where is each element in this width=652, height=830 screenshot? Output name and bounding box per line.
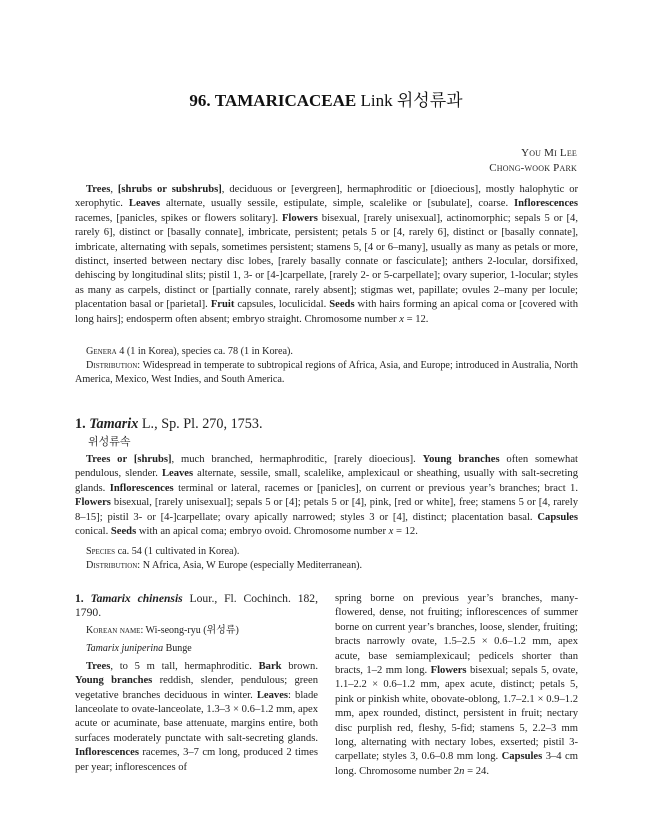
family-name: TAMARICACEAE	[214, 91, 357, 110]
species-heading	[75, 592, 318, 621]
genus-heading	[75, 415, 263, 433]
term-leaves: Leaves	[161, 468, 194, 480]
author-name: You Mi Lee	[521, 147, 577, 159]
term-flowers: Flowers	[75, 497, 111, 509]
genus-citation: L., Sp. Pl. 270, 1753.	[141, 416, 263, 432]
author-list	[489, 146, 577, 176]
genus-distribution	[75, 559, 578, 573]
species-citation: Lour., Fl. Cochinch. 182, 1790.	[75, 592, 318, 620]
term-trees: Trees	[86, 660, 111, 672]
species-description	[75, 660, 318, 775]
species-number: 1.	[75, 592, 84, 605]
text: capsules, loculicidal.	[234, 299, 330, 311]
text: spring borne on previous year’s branches, many-flowered, dense, not fruiting; inflorescences of summer borne on current year’s branches, loose, slender, fruiting; bracts narrowly ovate, 1.5–2.5 × 0.6–1.2 mm, apex acute, base semiamplexicaul; pedicels shorter than bracts, 1–2 mm long.	[335, 593, 578, 677]
text: Wi-seong-ryu (위성류)	[143, 624, 239, 636]
text: Bunge	[163, 642, 192, 654]
label: Species	[86, 546, 116, 557]
term-leaves: Leaves	[128, 198, 161, 210]
term-seeds: Seeds	[110, 526, 137, 538]
text: = 24.	[464, 765, 489, 777]
text: 3–4 cm long. Chromosome number 2	[335, 751, 578, 777]
species-description-cont	[335, 592, 578, 779]
var: x	[388, 526, 394, 538]
genus-korean: 위성류속	[88, 436, 131, 448]
term-young-branches: Young branches	[422, 454, 500, 465]
genus-description	[75, 453, 578, 539]
var: n	[459, 765, 465, 777]
text: conical.	[75, 526, 111, 538]
label: Distribution:	[86, 560, 141, 571]
term-inflorescences: Inflorescences	[514, 198, 578, 210]
species-name: Tamarix chinensis	[90, 592, 183, 605]
text: N Africa, Asia, W Europe (especially Mediterranean).	[140, 560, 363, 571]
text: bisexual, [rarely unisexual], actinomorphic; sepals 5 or [4, rarely 6], distinct or [basally connate], imbricate, persistent; petals 5 or [4, rarely 6], distinct or [basally connate], imbricate, alternating with sepals, sometimes persistent; stamens 5, [4 or 6–many], usually as many as petals or more, distinct, inserted between nectary disc lobes, [rarely basally connate or fasciculate]; anthers 2-locular, dorsifixed, dehiscing by longitudinal slits; pistil 1, 3- or [4-]carpellate, [rarely 2- or 5-carpellate]; ovary superior, 1-locular; styles as many as carpels, distinct or [partially connate, rarely absent]; stigmas wet, papillate; ovules 2–many per locule; placentation basal or [parietal].	[75, 212, 578, 311]
family-korean: 위성류과	[396, 91, 463, 110]
term-shrubs: [shrubs or subshrubs]	[117, 184, 222, 195]
species-column-left	[75, 592, 318, 775]
text: alternate, usually sessile, estipulate, simple, scalelike or [subulate], coarse.	[160, 198, 515, 210]
text: brown.	[281, 660, 318, 672]
term-trees: Trees or [shrubs]	[86, 454, 172, 465]
family-number: 96.	[189, 91, 211, 110]
term-leaves: Leaves	[256, 689, 289, 701]
text: with an apical coma; embryo ovoid. Chromosome number	[136, 526, 389, 538]
genus-name: Tamarix	[89, 416, 139, 432]
species-korean-name	[75, 624, 318, 638]
species-synonym	[75, 642, 318, 656]
term-trees: Trees	[86, 184, 111, 195]
text: ca. 54 (1 cultivated in Korea).	[115, 546, 240, 557]
text: : blade lanceolate to ovate-lanceolate, 1.3–3 × 0.6–1.2 mm, apex acute or acuminate, base attenuate, margins entire, both surfaces moderately punctate with salt-secreting glands.	[75, 689, 318, 744]
family-author: Link	[360, 91, 393, 110]
text: reddish, slender, pendulous; green vegetative branches deciduous in winter.	[75, 675, 318, 701]
label: Distribution:	[86, 360, 141, 371]
text: often somewhat pendulous, slender.	[75, 454, 578, 480]
text: , much branched, hermaphroditic, [rarely dioecious].	[171, 454, 423, 465]
term-young-branches: Young branches	[75, 675, 153, 687]
family-distribution	[75, 359, 578, 387]
term-bark: Bark	[258, 660, 282, 672]
term-inflorescences: Inflorescences	[75, 747, 139, 759]
text: 4 (1 in Korea), species ca. 78 (1 in Korea).	[116, 346, 293, 357]
text: bisexual, [rarely unisexual]; sepals 5 or [4]; petals 5 or [4], pink, [red or white], free; stamens 5 or [4, rarely 8–15]; pistil 3- or [4-]carpellate; ovary apically narrowed; styles 3 or [4], distinct; placentation basal.	[75, 497, 578, 523]
text: = 12.	[403, 313, 429, 325]
family-genera	[75, 345, 578, 359]
text: , deciduous or [evergreen], hermaphroditic or [dioecious], mostly halophytic or xerophytic.	[75, 184, 579, 210]
author-name: Chong-wook Park	[489, 162, 577, 174]
term-capsules: Capsules	[537, 511, 578, 523]
species-column-right	[335, 592, 578, 779]
text: , to 5 m tall, hermaphroditic.	[110, 660, 259, 672]
synonym-name: Tamarix juniperina	[86, 642, 164, 654]
text: terminal or lateral, racemes or [panicles], on current or previous year’s branches; bract 1.	[173, 482, 578, 494]
genus-species	[75, 545, 578, 559]
genus-number: 1.	[75, 416, 86, 432]
text: bisexual; sepals 5, ovate, 1.1–2.2 × 0.6–1.2 mm, apex acute, distinct; petals 5, pink or pinkish white, obovate-oblong, 1.7–2.1 × 0.9–1.2 mm, apex rounded, distinct, persistent in fruit; nectary disc purplish red, fleshy, 5-fid; stamens 5, 2.2–3 mm long, alternating with nectary lobes, exserted; pistil 3-carpellate; styles 3, 0.6–0.8 mm long.	[335, 665, 579, 763]
term-capsules: Capsules	[501, 751, 543, 763]
family-description: Trees, [shrubs or subshrubs], deciduous or [evergreen], hermaphroditic or [dioecious], mostly halophytic or xerophytic. Leaves alternate, usually sessile, estipulate, simple, scalelike or [subulate], coarse. Inflorescences racemes, [panicles, spikes or flowers solitary]. Flowers bisexual, [rarely unisexual], actinomorphic; sepals 5 or [4, rarely 6], distinct or [basally connate], imbricate, persistent; petals 5 or [4, rarely 6], distinct or [basally connate], imbricate, alternating with sepals, sometimes persistent; stamens 5, [4 or 6–many], usually as many as petals or more, distinct, inserted between nectary disc lobes, [rarely basally connate or fasciculate]; anthers 2-locular, dorsifixed, dehiscing by longitudinal slits; pistil 1, 3- or [4-]carpellate, [rarely 2- or 5-carpellate]; ovary superior, 1-locular; styles as many as carpels, distinct or [partially connate, rarely absent]; stigmas wet, papillate; ovules 2–many per locule; placentation basal or [parietal]. Fruit capsules, loculicidal. Seeds with hairs forming an apical coma or [covered with long hairs]; endosperm often absent; embryo straight. Chromosome number x = 12.	[75, 184, 579, 325]
text: Widespread in temperate to subtropical regions of Africa, Asia, and Europe; introduced in Australia, North America, Mexico, West Indies, and South America.	[75, 360, 578, 385]
term-flowers: Flowers	[430, 665, 467, 677]
text: with hairs forming an apical coma or [covered with long hairs]; endosperm often absent; embryo straight. Chromosome number	[75, 299, 579, 325]
term-seeds: Seeds	[329, 299, 355, 311]
term-flowers: Flowers	[281, 212, 318, 224]
term-inflorescences: Inflorescences	[109, 482, 174, 494]
text: alternate, sessile, small, scalelike, amplexicaul or sheathing, usually with salt-secreting glands.	[75, 468, 578, 494]
var: x	[399, 313, 404, 325]
family-title	[0, 86, 652, 111]
label: Korean name:	[86, 624, 144, 636]
text: racemes, 3–7 cm long, produced 2 times per year; inflorescences of	[75, 747, 318, 773]
text: = 12.	[393, 526, 418, 538]
text: racemes, [panicles, spikes or flowers solitary].	[75, 212, 282, 224]
label: Genera	[86, 346, 117, 357]
term-fruit: Fruit	[210, 299, 235, 311]
